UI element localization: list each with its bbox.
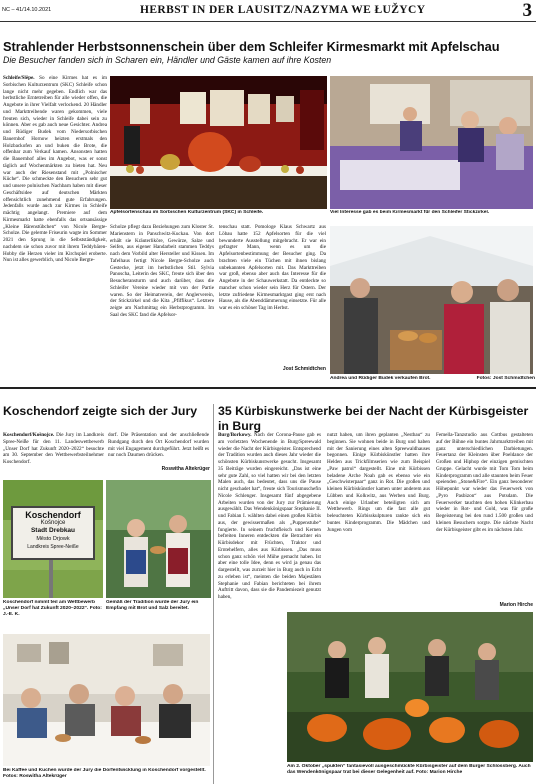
page-header xyxy=(0,0,536,22)
column-divider xyxy=(213,404,214,784)
photo-stitching-circle-caption: Viel Interesse gab es beim Kirmesmarkt für den Schleifer Stickzirkel. xyxy=(330,210,490,215)
article1-col3: tenschau statt. Pomologe Klaus Schwartz aus Löbau hatte 152 Apfelsorten für die viel bewunderte Ausstellung mitgebracht. Er war ein gefragter Mann, wenn es um die Apfelsortenbestimmung der Besucher ging. Da brachten viele ein Tüchen mit ihnen bislang unbekannten Apfelsorten mit. Das Markttreiben war groß, ebenso aber auch das Interesse für die Angebote in der Schauwerkstatt. Da entdeckte so mancher schon wieder sein Herz für Ostern. Der letzte zufriedene Kirmesmarktgast ging erst nach Hause, als die Abenddämmerung einsetzte. Für alle war es ein schöner Tag im Herbst. xyxy=(219,224,326,311)
article1-headline: Strahlender Herbstsonnenschein über dem Schleifer Kirmesmarkt mit Apfelschau xyxy=(3,39,500,54)
photo-town-sign-credit: Foto: J.-E. K. xyxy=(3,606,102,617)
article3-author: Marion Hirche xyxy=(499,602,533,608)
article2-headline: Koschendorf zeigte sich der Jury xyxy=(3,404,198,418)
town-sign-town: Stadt Drebkau xyxy=(30,527,76,534)
photo-bread-sale-caption: Andrea und Rüdiger Budek verkaufen Brot. xyxy=(330,376,431,381)
photo-coffee-jury-caption-text: Bei Kaffee und Kuchen wurde der Jury die Dorfentwicklung in Koschendorf vorgestellt. xyxy=(3,768,206,773)
article2-author: Roswitha Altekrüger xyxy=(161,466,210,472)
photo-apple-show xyxy=(110,76,327,209)
photo-coffee-jury xyxy=(3,634,210,766)
article3-dateline: Burg/Borkowy. xyxy=(218,432,252,438)
photo-town-sign xyxy=(3,480,103,598)
photo-pumpkin-night-credit: Foto: Marion Hirche xyxy=(416,770,463,775)
article2-dateline: Koschendorf/Košnojce. xyxy=(3,432,55,438)
photo-stitching-circle xyxy=(330,76,533,209)
article2-col1 xyxy=(3,432,104,474)
article1-author: Jost Schmidtchen xyxy=(282,366,326,372)
article2-col2: dorf. Die Präsentation und der anschließende Rundgang durch den Ort Koschendorf wurden mit viel Engagement durchgeführt. Jetzt heißt es nur noch Daumen drücken. xyxy=(108,432,209,459)
article1-col2: Scholze pflegt dazu Beziehungen zum Kloster St. Marienstern in Panschwitz-Kuckau. Von dort erhält sie Kräuterliköre, Gewürze, Salze und Seifen, aus eigener Handarbeit stammen Teddys nach dem Vorbild alter Hersteller und Kissen. Im Tafelhaus fertigt Nicole Bergte-Scholze auch Gestecke, jetzt im herbstlichen Stil. Sylvia Panoscha, Leiterin des SKC, freute sich über den Besucheransturm und auch darüber, dass die Schleifer Vereine wieder mit von der Partie waren. So der Heimatverein, der Anglerverein, der Stickzirkel und die Kita „Pfiffikus“. Letztere zeigte am Nachmittag ein Herbstprogramm. Im Saal des SKC fand die Apfelsor- xyxy=(110,224,214,318)
photo-bread-salt xyxy=(106,480,211,598)
photo-bread-sale xyxy=(330,226,533,374)
section-divider xyxy=(0,387,536,389)
article1-col1-text: So eine Kirmes hat es im Sorbischen Kulturzentrum (SKC) Schleife schon lange nicht mehr gegeben. Endlich war das herbstliche Erntetreiben für alle wieder offen, die Angebote in ihrer Vielfalt verlockend. 20 Händler und Markttreibende waren gekommen, viele freuten sich, wieder in Schleife dabei sein zu können. Aber es gab auch neue Gesichter. Andrea und Rüdiger Budek vom Niedersorbischen Bauernhof Hornow heizten erstmals den Holzbackofen an und buken die Brote, die offenbar zum Verkauf kamen. Ansonsten hatten die Bauernhof alles im Angebot, was er sonst täglich auf Wochenmärkten zu bieten hat. Neu war auch der Riesenstand mit „Polnischer Küche“. Die schmeckte den Besuchern sehr gut und unsere polnischen Nachbarn haben mit dieser Geschäftsidee auf deutschen Märkten offensichtlich zunehmend gute Erfahrungen. Jedenfalls wurde auch zur Kirmes in Schleife mächtig angelangt. Premiere auf dem Kirmesmarkt hatte ebenfalls das ortsansässige „Kleine Bärenstübchen“ von Nicole Bergte-Scholze. Die gelernte Friseurin wagte im Sommer 2021 den Sprung in die Selbstständigkeit, nachdem sie schon zuvor mit ihrem Teddybären-Hobby die Herzen vieler im Kirchspiel eroberte. Nun ist alles gewerblich, und Nicole Bergte- xyxy=(3,75,107,264)
page-number: 3 xyxy=(522,0,532,21)
photo-town-sign-caption-text: Koschendorf nimmt teil am Wettbewerb „Unser Dorf hat Zukunft 2020–2022“. xyxy=(3,600,96,611)
article3-headline: 35 Kürbiskunstwerke bei der Nacht der Kürbisgeister in Burg xyxy=(218,404,529,433)
town-sign-district: Landkreis Spree-Neiße xyxy=(27,544,79,550)
photo-town-sign-caption xyxy=(3,600,103,618)
photo-pumpkin-night xyxy=(287,612,533,762)
issue-label: NC – 41/14.10.2021 xyxy=(2,7,52,13)
town-sign-name: Koschendorf xyxy=(25,510,81,520)
photo-coffee-jury-credit: Fotos: Roswitha Altekrüger xyxy=(3,774,67,779)
town-sign-sorbian: Košnojce xyxy=(40,520,66,526)
photo-bread-sale-credit: Fotos: Jost Schmidtchen xyxy=(476,376,535,381)
photo-pumpkin-night-caption-text: Am 2. Oktober „spukten“ fantasievoll ausgeschmückte Kürbisgeister auf dem Burger Schlossberg. Auch das Wendenkönigspaar trat bei dieser Gelegenheit auf. xyxy=(287,764,531,775)
town-sign xyxy=(11,506,95,560)
town-sign-town-sorbian: Město Drjowk xyxy=(36,536,70,542)
article3-col1-text: Nach der Corona-Pause gab es am vorletzten Wochenende in Burg/Spreewald wieder die Nacht der Kürbisgeister. Entsprechend der Tradition wurden auch dieses Jahr wieder die schönsten Kürbiskunstwerke gesucht. Insgesamt 35 Beiträge wurden eingereicht. „Das ist eine sehr gute Zahl, so viel hatten wir bei den letzten Malen auch, das bedeutet, dass uns die Pause nicht geschadet hat“, freute sich Tourismuschefin Nicole Schlenger. Insgesamt fünf abgegebene Arbeiten wurden von der Jury zur Prämierung ausgewählt. Das Wendenkönigspaar Stephanie II. und Fabian I. wählten dabei einen großen Kürbis aus, der gewissermaßen als „Puppenstube“ fungierte. In seinem fruchtfleisch und Kernen befreiten Inneren entdeckten die Betrachter ein Kürbisdekor mit Früchten, Traktor und Erntehelfern, alles aus Kürbissen. „Das muss schon ganz schön viel Mühe gemacht haben. Ist aber eine tolle Idee, denn es wird ja genau das dargestellt, was zurzeit hier in Burg auch in Echt zu erleben ist“, meinten die beiden Majestäten Stephanie und Fabian berichteten bei ihrem Auftritt davon, dass sie die Pandemiezeit genutzt haben, xyxy=(218,432,321,600)
article1-subtitle: Die Besucher fanden sich in Scharen ein, Händler und Gäste kamen auf ihre Kosten xyxy=(3,55,332,65)
article3-col3: Femella-Tanzstudio aus Cottbus gestalteten auf der Bühne ein buntes Jahrmarkttreiben mit ganz unterschiedlichen Darbietungen. Feuertanz der Kleinsten über Poeldance der Großen und Hiphop der einzigen gemischten Gruppe. Gelacht wurde mit Tom Tom beim Kinderprogramm und alle staunten beim Feuer speienden „Stone&Fire“. Ein ganz besonderer Höhepunkt war wieder das Feuerwerk von „Pyro Pasbizon“ aus Potsdam. Die Feuerwerker tauchten den hohen Klinkerbau wieder in Rot- und Gold, was für große Begeisterung bei den rund 1.500 großen und kleinen Besuchern sorgte. Die nächste Nacht der Kürbisgeister gibt es im nächsten Jahr. xyxy=(436,432,533,533)
photo-pumpkin-night-caption xyxy=(287,764,533,776)
photo-apple-show-caption: Apfelsortenschau im Sorbischen Kulturzentrum (SKC) in Schleife. xyxy=(110,210,264,215)
photo-bread-salt-caption: Gemäß der Tradition wurde der Jury ein Empfang mit Brot und Salz bereitet. xyxy=(106,600,199,611)
section-title: HERBST IN DER LAUSITZ/NAZYMA WE ŁUŽYCY xyxy=(140,4,426,16)
article1-col1 xyxy=(3,75,107,373)
article2-col1-text: Die Jury im Landkreis Spree-Neiße für den 11. Landeswettbewerb „Unser Dorf hat Zukunft 2020–2022“ besuchte am 30. September den Wettbewerbsteilnehmer Koschendorf. xyxy=(3,432,104,465)
article1-dateline: Schleife/Slěpe. xyxy=(3,75,35,81)
photo-coffee-jury-caption xyxy=(3,768,210,780)
article3-col2: nutzt haben, um ihren geplanten „Nestbau“ zu beginnen. Sie wohnen beide in Burg und haben mit der Sanierung eines alten Spreewaldhauses begonnen. Einige Kürbiskünstler hatten ihre Helden aus Trickfilmserien wie zum Beispiel „Paw patrol“ dargestellt. Eine mit Kürbissen beladene Arche Noah gab es ebenso wie ein „Geschwisterpaar“ ganz in Rot. Die großen und kleinen Kürbiskünstler kamen unter anderem aus Lübben und Kolkwitz, aus Werben und Burg. Auch einige Urlauber beteiligten sich am Wettbewerb. Rings um die fast alle gut beleuchteten Kürbisskulpturen rankte sich ein buntes Kinderprogramm. Die Mädchen und Jungen vom xyxy=(327,432,430,533)
